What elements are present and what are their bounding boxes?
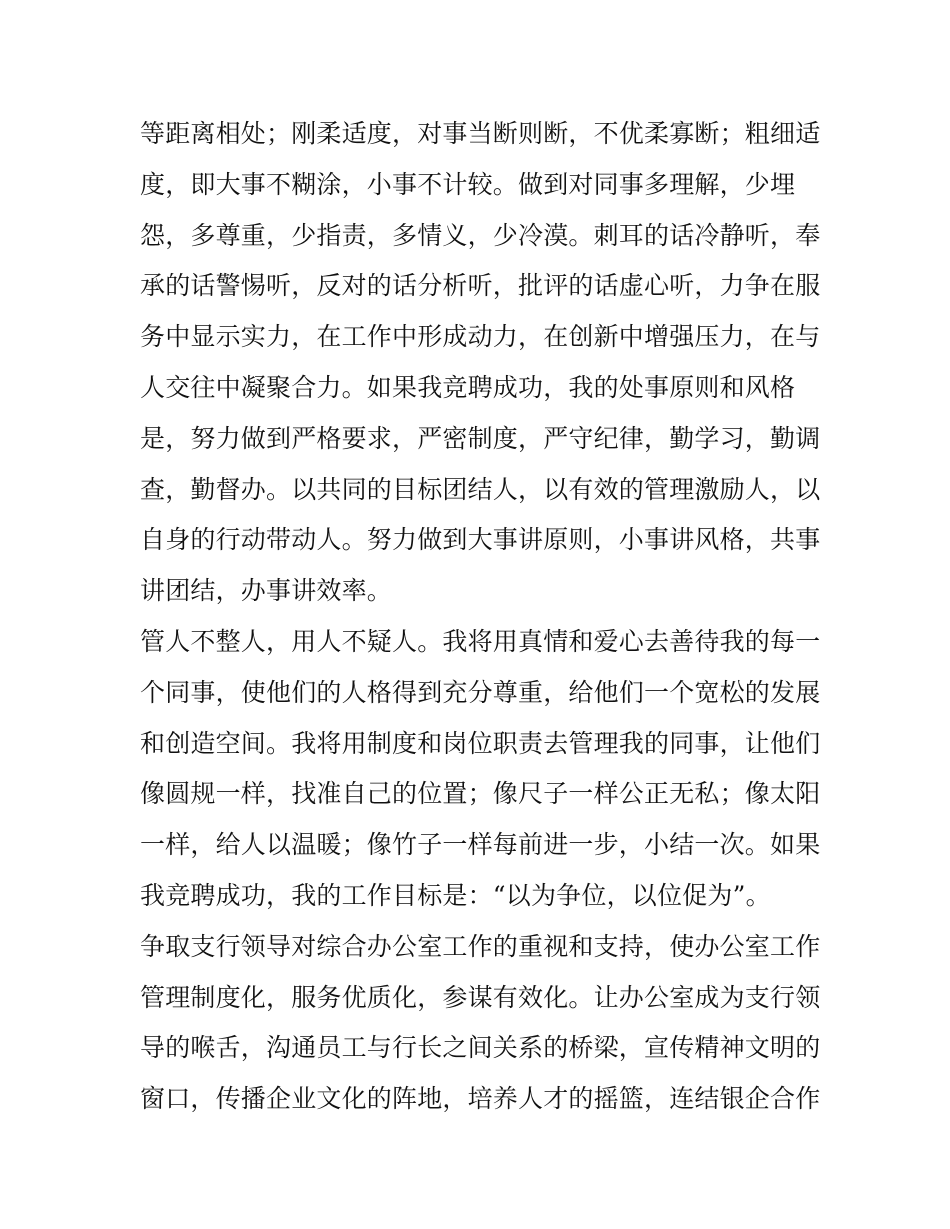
- text-line: 自身的行动带动人。努力做到大事讲原则，小事讲风格，共事: [140, 525, 821, 555]
- text-line: 管人不整人，用人不疑人。我将用真情和爱心去善待我的每一: [140, 626, 821, 656]
- text-line: 一样，给人以温暖；像竹子一样每前进一步，小结一次。如果: [140, 830, 821, 860]
- text-line: 是，努力做到严格要求，严密制度，严守纪律，勤学习，勤调: [140, 423, 821, 453]
- text-line: 人交往中凝聚合力。如果我竞聘成功，我的处事原则和风格: [140, 372, 796, 402]
- text-line: 个同事，使他们的人格得到充分尊重，给他们一个宽松的发展: [140, 677, 821, 707]
- text-line: 争取支行领导对综合办公室工作的重视和支持，使办公室工作: [140, 931, 821, 961]
- text-line: 等距离相处；刚柔适度，对事当断则断，不优柔寡断；粗细适: [140, 119, 821, 148]
- text-line: 导的喉舌，沟通员工与行长之间关系的桥梁，宣传精神文明的: [140, 1033, 821, 1063]
- text-line: 度，即大事不糊涂，小事不计较。做到对同事多理解，少埋: [140, 169, 796, 199]
- text-line: 承的话警惕听，反对的话分析听，批评的话虚心听，力争在服: [140, 271, 821, 301]
- text-line: 我竞聘成功，我的工作目标是：“以为争位，以位促为”。: [140, 880, 771, 910]
- text-line: 像圆规一样，找准自己的位置；像尺子一样公正无私；像太阳: [140, 779, 821, 809]
- text-line: 怨，多尊重，少指责，多情义，少冷漠。刺耳的话冷静听，奉: [140, 220, 821, 250]
- text-line: 务中显示实力，在工作中形成动力，在创新中增强压力，在与: [140, 322, 821, 352]
- text-line: 和创造空间。我将用制度和岗位职责去管理我的同事，让他们: [140, 728, 821, 758]
- text-line: 讲团结，办事讲效率。: [140, 576, 393, 606]
- text-line: 窗口，传播企业文化的阵地，培养人才的摇篮，连结银企合作: [140, 1084, 821, 1114]
- text-line: 查，勤督办。以共同的目标团结人，以有效的管理激励人，以: [140, 474, 821, 504]
- text-line: 管理制度化，服务优质化，参谋有效化。让办公室成为支行领: [140, 982, 821, 1012]
- body-text: [140, 109, 830, 1125]
